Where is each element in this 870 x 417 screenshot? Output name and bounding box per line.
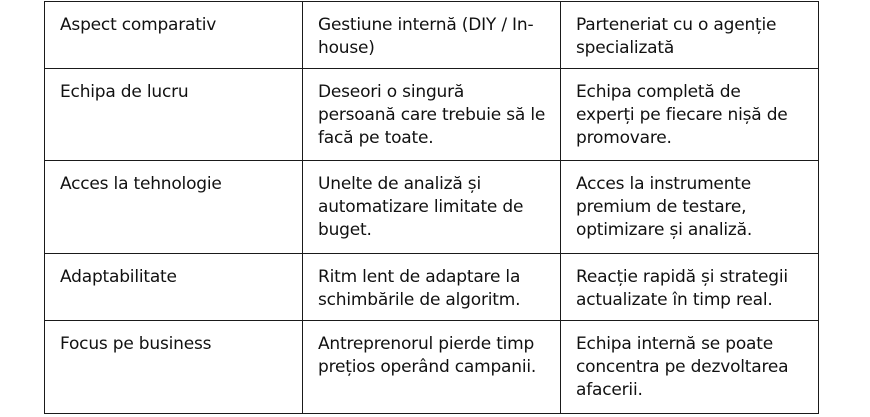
table-header-row	[45, 2, 819, 69]
table-row	[45, 254, 819, 321]
header-in-house: Gestiune internă (DIY / In-house)	[303, 2, 561, 69]
row-in-house-cell: Deseori o singură persoană care trebuie să le facă pe toate.	[303, 69, 561, 161]
row-aspect-cell: Echipa de lucru	[45, 69, 303, 161]
header-aspect: Aspect comparativ	[45, 2, 303, 69]
row-in-house-cell: Ritm lent de adaptare la schimbările de algoritm.	[303, 254, 561, 321]
row-aspect-cell: Adaptabilitate	[45, 254, 303, 321]
table-row	[45, 69, 819, 161]
table-row	[45, 161, 819, 254]
row-agency-cell: Echipa completă de experți pe fiecare nișă de promovare.	[561, 69, 819, 161]
comparison-table	[44, 1, 819, 414]
row-agency-cell: Acces la instrumente premium de testare, optimizare și analiză.	[561, 161, 819, 254]
row-in-house-cell: Unelte de analiză și automatizare limitate de buget.	[303, 161, 561, 254]
row-aspect-cell: Focus pe business	[45, 321, 303, 414]
header-agency: Parteneriat cu o agenție specializată	[561, 2, 819, 69]
table-row	[45, 321, 819, 414]
row-agency-cell: Echipa internă se poate concentra pe dezvoltarea afacerii.	[561, 321, 819, 414]
row-aspect-cell: Acces la tehnologie	[45, 161, 303, 254]
row-in-house-cell: Antreprenorul pierde timp prețios operând campanii.	[303, 321, 561, 414]
row-agency-cell: Reacție rapidă și strategii actualizate în timp real.	[561, 254, 819, 321]
